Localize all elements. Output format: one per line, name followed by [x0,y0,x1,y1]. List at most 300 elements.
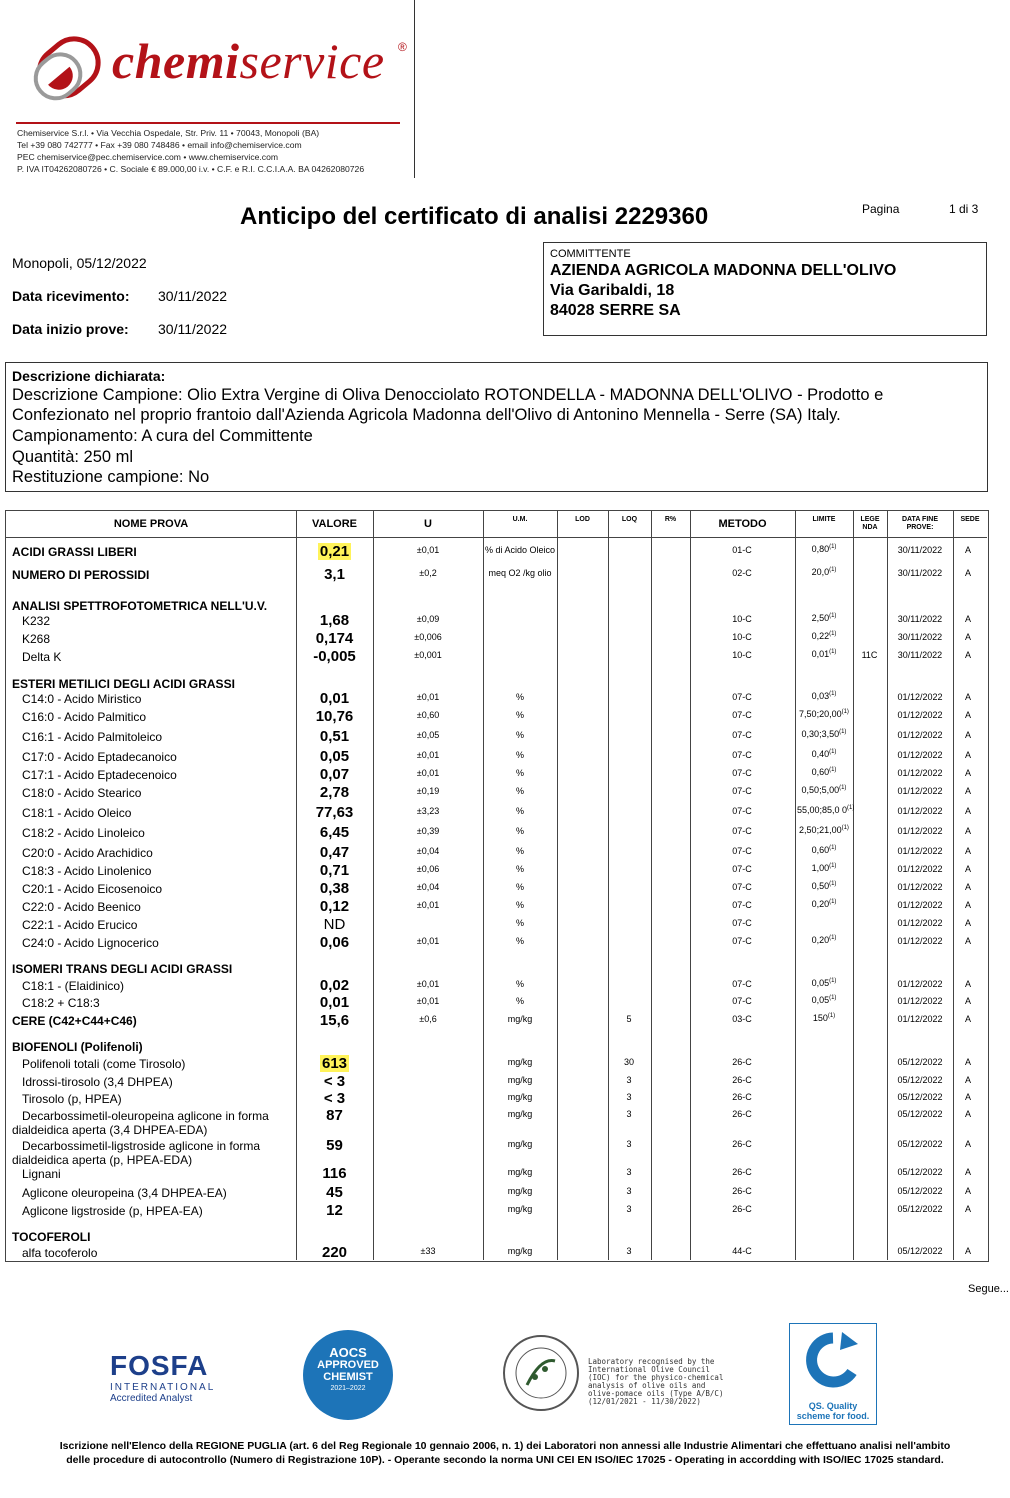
company-web-line: PEC chemiservice@pec.chemiservice.com • www.chemiservice.com [17,152,279,162]
section-heading: ESTERI METILICI DEGLI ACIDI GRASSI [12,677,235,691]
limit-value [797,708,851,719]
method-code: 07-C [732,786,752,796]
highlighted-value: 613 [321,1055,348,1072]
loq-value: 5 [626,1014,632,1024]
unit: % [515,730,524,740]
description-heading: Descrizione dichiarata: [12,368,166,384]
unit: % [515,936,524,946]
client-address: Via Garibaldi, 18 [550,282,675,299]
sede: A [964,1186,971,1196]
qs-logo [789,1323,877,1425]
limit-note: (1) [827,1013,836,1019]
table-row [0,844,1010,862]
end-date: 01/12/2022 [897,979,943,989]
limit-note: (1) [841,825,849,831]
limit-text: 0,01 [811,649,830,659]
limit-value [797,648,851,659]
table-row [0,862,1010,880]
method-code: 26-C [732,1057,752,1067]
test-value: 10,76 [315,708,354,725]
uncertainty: ±0,01 [416,936,440,946]
limit-text: 0,30;3,50 [801,729,840,739]
ricevimento-label: Data ricevimento: [12,288,130,304]
limit-value [797,690,851,701]
test-name: Tirosolo (p, HPEA) [22,1092,122,1106]
uncertainty: ±0,01 [416,996,440,1006]
unit: % [515,918,524,928]
test-value: 0,174 [315,630,354,647]
limit-note: (1) [839,785,847,791]
continued-note: Segue... [968,1283,1009,1295]
end-date: 05/12/2022 [897,1057,943,1067]
test-value: 3,1 [324,566,345,583]
end-date: 30/11/2022 [897,614,943,624]
table-row [0,1184,1010,1202]
method-code: 02-C [732,568,752,578]
test-value: 0,47 [319,844,350,861]
test-value: 0,12 [319,898,350,915]
test-value: 1,68 [319,612,350,629]
description-line: Restituzione campione: No [12,468,210,486]
limit-text: 0,20 [811,935,830,945]
sede: A [964,1109,971,1119]
page-title: Anticipo del certificato di analisi 2229360 [240,203,709,230]
limit-note: (1) [841,709,849,715]
test-value: 77,63 [315,804,354,821]
limit-value [797,977,851,988]
limit-value [797,543,851,554]
test-value: 0,06 [319,934,350,951]
header-metodo: METODO [718,518,767,530]
test-name: Lignani [22,1167,61,1181]
limit-text: 0,05 [811,978,830,988]
end-date: 01/12/2022 [897,768,943,778]
uncertainty: ±0,01 [416,900,440,910]
test-name: C22:0 - Acido Beenico [22,900,141,914]
limit-value [797,804,855,815]
uncertainty: ±0,39 [416,826,440,836]
method-code: 26-C [732,1109,752,1119]
end-date: 30/11/2022 [897,545,943,555]
table-row [0,784,1010,802]
limit-note: (1) [829,899,837,905]
limit-value [797,880,851,891]
sede: A [964,614,971,624]
unit: mg/kg [507,1014,533,1024]
test-value: 0,01 [319,690,350,707]
table-row [0,898,1010,916]
end-date: 01/12/2022 [897,786,943,796]
test-value: 0,07 [319,766,350,783]
loq-value: 3 [626,1075,632,1085]
method-code: 26-C [732,1204,752,1214]
sede: A [964,826,971,836]
unit: % [515,826,524,836]
limit-text: 7,50;20,00 [799,709,842,719]
test-value: 6,45 [319,824,350,841]
table-row [0,824,1010,842]
sede: A [964,768,971,778]
uncertainty: ±0,6 [419,1014,437,1024]
test-name: C17:0 - Acido Eptadecanoico [22,750,177,764]
unit: % [515,882,524,892]
unit: % [515,806,524,816]
limit-text: 20,0 [811,567,830,577]
test-name: Decarbossimetil-ligstroside aglicone in forma [22,1139,261,1153]
description-line: Descrizione Campione: Olio Extra Vergine di Oliva Denocciolato ROTONDELLA - MADONNA DELL'OLIVO - Prodotto e [12,386,884,404]
sede: A [964,1246,971,1256]
uncertainty: ±0,01 [416,979,440,989]
unit: meq O2 /kg olio [488,568,552,578]
limit-text: 150 [812,1013,828,1023]
test-value: 116 [322,1165,347,1182]
table-row [0,934,1010,952]
limit-value [797,566,851,577]
unit: % [515,979,524,989]
test-value [297,1055,372,1072]
test-name: C22:1 - Acido Erucico [22,918,138,932]
unit: % [515,710,524,720]
table-row [0,804,1010,822]
end-date: 01/12/2022 [897,900,943,910]
unit: % [515,750,524,760]
company-address-line: Chemiservice S.r.l. • Via Vecchia Ospedale, Str. Priv. 11 • 70043, Monopoli (BA) [17,128,320,138]
loq-value: 30 [623,1057,634,1067]
table-row [0,977,1010,995]
sede: A [964,936,971,946]
end-date: 05/12/2022 [897,1186,943,1196]
table-row [0,1090,1010,1108]
method-code: 07-C [732,846,752,856]
sede: A [964,632,971,642]
method-code: 07-C [732,710,752,720]
sede: A [964,1075,971,1085]
end-date: 01/12/2022 [897,936,943,946]
aocs-line: CHEMIST [323,1371,373,1383]
test-name: C18:3 - Acido Linolenico [22,864,152,878]
sede: A [964,730,971,740]
table-row [0,566,1010,584]
end-date: 01/12/2022 [897,692,943,702]
sede: A [964,786,971,796]
end-date: 05/12/2022 [897,1092,943,1102]
limit-text: 2,50 [811,613,830,623]
end-date: 05/12/2022 [897,1204,943,1214]
table-row [0,1073,1010,1091]
section-heading: BIOFENOLI (Polifenoli) [12,1040,143,1054]
limit-text: 0,60 [811,845,830,855]
header-lod: LOD [575,516,590,523]
table-row [0,1244,1010,1262]
fosfa-title: FOSFA [110,1350,209,1381]
limit-value [797,994,851,1005]
limit-text: 0,60 [811,767,830,777]
end-date: 30/11/2022 [897,650,943,660]
test-value: 0,05 [319,748,350,765]
unit: % [515,768,524,778]
method-code: 10-C [732,614,752,624]
footer-note: Iscrizione nell'Elenco della REGIONE PUGLIA (art. 6 del Reg Regionale 10 gennaio 2006, n. 1) dei Laboratori non annessi alle Industrie Alimentari che effettuano analisi nell'ambito [59,1440,951,1452]
table-row [0,1137,1010,1167]
method-code: 07-C [732,918,752,928]
limit-text: 1,00 [811,863,830,873]
method-code: 07-C [732,826,752,836]
header-data-fine: DATA FINE PROVE: [901,516,939,531]
unit: % [515,786,524,796]
method-code: 07-C [732,750,752,760]
method-code: 26-C [732,1092,752,1102]
test-name: Aglicone oleuropeina (3,4 DHPEA-EA) [22,1186,227,1200]
method-code: 26-C [732,1075,752,1085]
header-u: U [424,518,432,530]
table-row [0,748,1010,766]
test-value: 0,01 [319,994,350,1011]
test-value: 2,78 [319,784,350,801]
test-name: Delta K [22,650,62,664]
limit-note: (1) [829,881,837,887]
sede: A [964,1014,971,1024]
unit: mg/kg [507,1186,533,1196]
sede: A [964,1167,971,1177]
end-date: 01/12/2022 [897,864,943,874]
sede: A [964,1139,971,1149]
unit: mg/kg [507,1075,533,1085]
end-date: 01/12/2022 [897,806,943,816]
loq-value: 3 [626,1109,632,1119]
page-number: 1 di 3 [949,202,979,216]
loq-value: 3 [626,1092,632,1102]
loq-value: 3 [626,1139,632,1149]
sede: A [964,545,971,555]
uncertainty: ±0,06 [416,864,440,874]
end-date: 01/12/2022 [897,750,943,760]
method-code: 07-C [732,730,752,740]
unit: % [515,692,524,702]
end-date: 05/12/2022 [897,1246,943,1256]
method-code: 03-C [732,1014,752,1024]
company-logo-text: chemiservice [112,33,385,89]
header-limite: LIMITE [812,516,836,523]
end-date: 01/12/2022 [897,730,943,740]
test-name: C18:2 - Acido Linoleico [22,826,145,840]
uncertainty: ±0,006 [414,632,442,642]
method-code: 07-C [732,806,752,816]
test-name: C17:1 - Acido Eptadecenoico [22,768,177,782]
method-code: 01-C [732,545,752,555]
method-code: 07-C [732,768,752,778]
page-label: Pagina [862,202,900,216]
limit-value [797,784,851,795]
limit-note: (1) [829,631,837,637]
test-name: K232 [22,614,51,628]
sede: A [964,806,971,816]
sede: A [964,750,971,760]
table-row [0,994,1010,1012]
limit-value [797,748,851,759]
limit-text: 2,50;21,00 [799,825,842,835]
end-date: 30/11/2022 [897,568,943,578]
uncertainty: ±0,09 [416,614,440,624]
table-row [0,648,1010,666]
test-name-continued: dialdeidica aperta (p, HPEA-EDA) [12,1153,193,1167]
limit-text: 0,22 [811,631,830,641]
table-row [0,1055,1010,1073]
place-date: Monopoli, 05/12/2022 [12,255,147,271]
test-name: Idrossi-tirosolo (3,4 DHPEA) [22,1075,173,1089]
section-heading: ISOMERI TRANS DEGLI ACIDI GRASSI [12,962,233,976]
loq-value: 3 [626,1246,632,1256]
end-date: 05/12/2022 [897,1167,943,1177]
qs-arrow-icon [790,1324,876,1394]
limit-note: (1) [829,567,837,573]
unit: % [515,900,524,910]
limit-value [797,898,851,909]
unit: % [515,864,524,874]
test-name: CERE (C42+C44+C46) [12,1014,137,1028]
test-value [297,543,372,560]
end-date: 05/12/2022 [897,1139,943,1149]
sede: A [964,882,971,892]
test-name: C16:0 - Acido Palmitico [22,710,147,724]
limit-note: (1) [829,845,837,851]
sede: A [964,996,971,1006]
test-name: C18:0 - Acido Stearico [22,786,142,800]
sede: A [964,979,971,989]
table-header-rule [6,537,987,538]
limit-text: 0,80 [811,544,830,554]
end-date: 01/12/2022 [897,918,943,928]
unit: mg/kg [507,1092,533,1102]
header-r: R% [664,516,677,523]
limit-text: 0,03 [811,691,830,701]
limit-value [797,844,851,855]
client-label: COMMITTENTE [550,248,631,260]
header-um: U.M. [512,516,528,523]
client-city: 84028 SERRE SA [550,302,681,319]
company-tax-line: P. IVA IT04262080726 • C. Sociale € 89.000,00 i.v. • C.F. e R.I. C.C.I.A.A. BA 04262080726 [17,164,365,174]
method-code: 07-C [732,900,752,910]
end-date: 01/12/2022 [897,996,943,1006]
section-heading: TOCOFEROLI [12,1230,91,1244]
table-row [0,612,1010,630]
fosfa-logo [110,1350,220,1410]
sede: A [964,900,971,910]
limit-value [797,862,851,873]
end-date: 01/12/2022 [897,710,943,720]
test-value: 0,71 [319,862,350,879]
test-name: NUMERO DI PEROSSIDI [12,568,150,582]
limit-note: (1) [829,995,837,1001]
uncertainty: ±0,2 [419,568,437,578]
limit-value [797,824,851,835]
loq-value: 3 [626,1167,632,1177]
limit-text: 0,40 [811,749,830,759]
header-loq: LOQ [621,516,638,523]
test-value: 0,51 [319,728,350,745]
limit-text: 55,00;85,0 0 [797,805,848,815]
uncertainty: ±0,04 [416,846,440,856]
test-name: K268 [22,632,51,646]
method-code: 07-C [732,882,752,892]
description-line: Campionamento: A cura del Committente [12,427,313,445]
test-name: Polifenoli totali (come Tirosolo) [22,1057,186,1071]
limit-text: 0,50;5,00 [801,785,840,795]
aocs-line: APPROVED [317,1359,379,1371]
test-name: C18:1 - Acido Oleico [22,806,132,820]
end-date: 30/11/2022 [897,632,943,642]
table-row [0,1202,1010,1220]
uncertainty: ±0,01 [416,692,440,702]
limit-text: 0,20 [811,899,830,909]
header-sede: SEDE [960,516,980,523]
test-value: 87 [326,1107,343,1124]
limit-value [797,766,851,777]
unit: mg/kg [507,1109,533,1119]
method-code: 10-C [732,632,752,642]
uncertainty: ±0,60 [416,710,440,720]
test-value: 220 [321,1244,348,1261]
limit-note: (1) [839,729,847,735]
sede: A [964,1092,971,1102]
test-name: Decarbossimetil-oleuropeina aglicone in forma [22,1109,269,1123]
unit: mg/kg [507,1204,533,1214]
sede: A [964,918,971,928]
method-code: 07-C [732,996,752,1006]
end-date: 01/12/2022 [897,882,943,892]
unit: mg/kg [507,1057,533,1067]
sede: A [964,692,971,702]
limit-note: (1) [829,935,837,941]
method-code: 26-C [732,1167,752,1177]
test-value: < 3 [323,1090,346,1107]
limit-note: (1) [829,978,837,984]
test-value: < 3 [323,1073,346,1090]
test-value: 15,6 [319,1012,350,1029]
fosfa-subtitle-2: Accredited Analyst [110,1393,193,1404]
test-name: Aglicone ligstroside (p, HPEA-EA) [22,1204,203,1218]
limit-value [797,1012,851,1023]
header-nome: NOME PROVA [113,518,189,530]
uncertainty: ±0,01 [416,545,440,555]
inizio-value: 30/11/2022 [158,321,228,337]
lege-nda: 11C [861,650,878,660]
limit-value [797,612,851,623]
test-name: C20:1 - Acido Eicosenoico [22,882,163,896]
qs-text: QS. Quality scheme for food. [796,1401,870,1421]
limit-note: (1) [829,649,837,655]
table-row [0,690,1010,708]
table-row [0,708,1010,726]
section-heading: ANALISI SPETTROFOTOMETRICA NELL'U.V. [12,599,268,613]
method-code: 26-C [732,1186,752,1196]
test-name-continued: dialdeidica aperta (3,4 DHPEA-EDA) [12,1123,208,1137]
method-code: 07-C [732,864,752,874]
end-date: 01/12/2022 [897,1014,943,1024]
uncertainty: ±0,001 [414,650,442,660]
limit-note: (1) [829,544,837,550]
test-name: C18:2 + C18:3 [22,996,100,1010]
table-row [0,880,1010,898]
unit: mg/kg [507,1139,533,1149]
method-code: 07-C [732,979,752,989]
uncertainty: ±0,01 [416,768,440,778]
end-date: 01/12/2022 [897,846,943,856]
aocs-line: 2021–2022 [330,1385,366,1392]
sede: A [964,846,971,856]
test-value: 12 [326,1202,343,1219]
sede: A [964,710,971,720]
ricevimento-value: 30/11/2022 [158,288,228,304]
